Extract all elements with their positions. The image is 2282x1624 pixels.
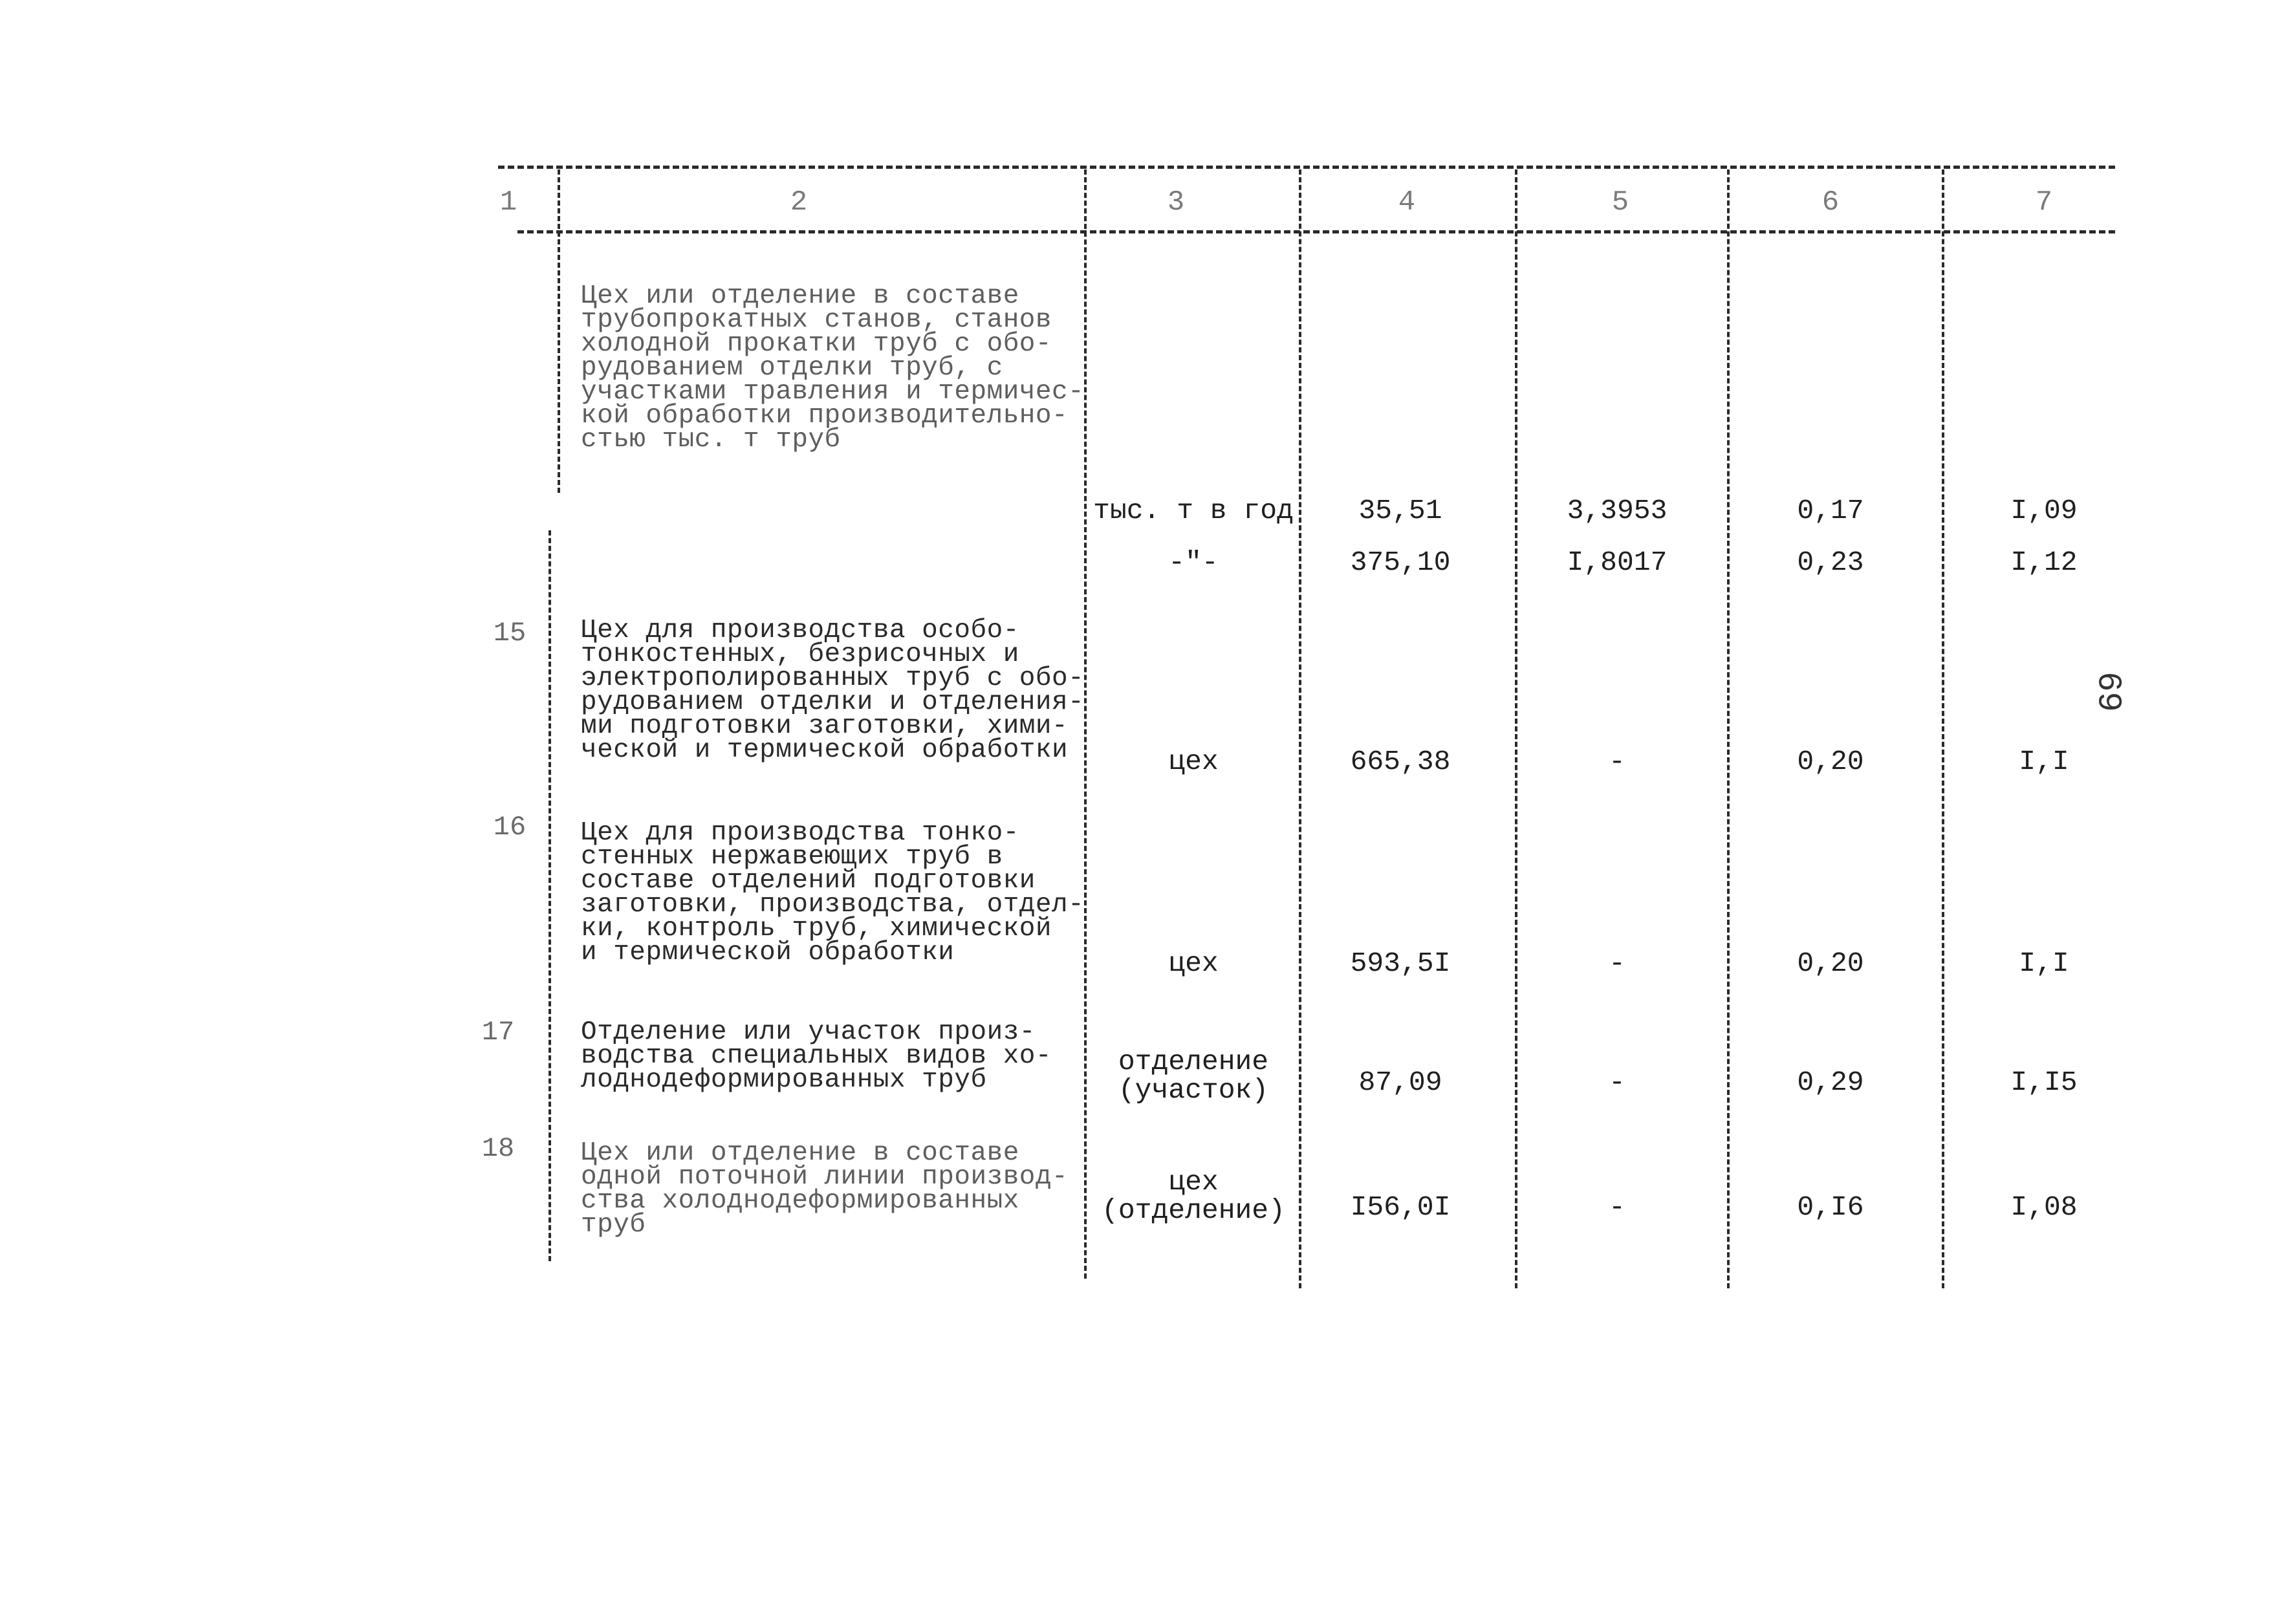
- row-4-col5: -: [1609, 947, 1625, 979]
- row-1-col7: I,09: [2010, 495, 2078, 526]
- row-2-col7: I,12: [2010, 547, 2078, 578]
- row-5-col6: 0,29: [1797, 1066, 1864, 1098]
- row-2-unit: -"-: [1168, 547, 1219, 578]
- row-2-col6: 0,23: [1797, 547, 1864, 578]
- column-divider-4: [1515, 169, 1517, 1288]
- row-4-col6: 0,20: [1797, 947, 1864, 979]
- row-0-description: Цех или отделение в составе трубопрокатных станов, станов холодной прокатки труб с обо- рудованием отделки труб, с участками травления и термичес- кой обработки производительно- стью тыс. т труб: [581, 281, 1085, 455]
- row-3-unit: цех: [1168, 746, 1219, 777]
- row-2-col4: 375,10: [1350, 547, 1451, 578]
- column-divider-6: [1942, 169, 1944, 1288]
- header-col-2: 2: [790, 186, 808, 219]
- row-6-description: Цех или отделение в составе одной поточной линии производ- ства холоднодеформированных труб: [581, 1138, 1069, 1240]
- row-5-unit: отделение (участок): [1118, 1046, 1269, 1106]
- row-4-number: 16: [493, 812, 527, 843]
- row-3-col6: 0,20: [1797, 746, 1864, 777]
- row-3-col5: -: [1609, 746, 1625, 777]
- row-5-col4: 87,09: [1358, 1066, 1442, 1098]
- column-divider-5: [1727, 169, 1730, 1288]
- page-number: 69: [2089, 671, 2127, 712]
- column-divider-1-lower: [549, 530, 551, 1261]
- row-1-col5: 3,3953: [1567, 495, 1668, 526]
- row-3-number: 15: [493, 618, 527, 649]
- table-top-rule: [498, 166, 2115, 169]
- row-3-description: Цех для производства особо- тонкостенных, безрисочных и электрополированных труб с обо- рудованием отделки и отделения- ми подготовки заготовки, хими- ческой и термической обработки: [581, 616, 1085, 765]
- row-5-description: Отделение или участок произ- водства специальных видов хо- лоднодеформированных труб: [581, 1017, 1052, 1095]
- row-5-col5: -: [1609, 1066, 1625, 1098]
- row-3-col7: I,I: [2019, 746, 2069, 777]
- row-4-description: Цех для производства тонко- стенных нержавеющих труб в составе отделений подготовки заготовки, производства, отдел- ки, контроль труб, химической и термической обработки: [581, 818, 1085, 968]
- header-col-3: 3: [1167, 186, 1185, 219]
- row-6-col7: I,08: [2010, 1191, 2078, 1223]
- header-col-4: 4: [1398, 186, 1416, 219]
- row-2-col5: I,8017: [1567, 547, 1668, 578]
- row-6-col5: -: [1609, 1191, 1625, 1223]
- row-5-number: 17: [481, 1017, 515, 1048]
- row-5-col7: I,I5: [2010, 1066, 2078, 1098]
- row-1-col6: 0,17: [1797, 495, 1864, 526]
- header-col-6: 6: [1821, 186, 1840, 219]
- column-divider-1: [558, 169, 560, 493]
- row-6-col6: 0,I6: [1797, 1191, 1864, 1223]
- row-1-unit: тыс. т в год: [1093, 495, 1294, 526]
- row-6-col4: I56,0I: [1350, 1191, 1451, 1223]
- row-3-col4: 665,38: [1350, 746, 1451, 777]
- row-6-number: 18: [481, 1133, 515, 1164]
- row-4-unit: цех: [1168, 947, 1219, 979]
- column-divider-3: [1299, 169, 1301, 1288]
- row-1-col4: 35,51: [1358, 495, 1442, 526]
- header-col-7: 7: [2035, 186, 2053, 219]
- row-6-unit: цех (отделение): [1102, 1166, 1285, 1226]
- header-col-1: 1: [499, 186, 517, 219]
- header-bottom-rule: [517, 230, 2115, 233]
- header-col-5: 5: [1611, 186, 1629, 219]
- row-4-col4: 593,5I: [1350, 947, 1451, 979]
- row-4-col7: I,I: [2019, 947, 2069, 979]
